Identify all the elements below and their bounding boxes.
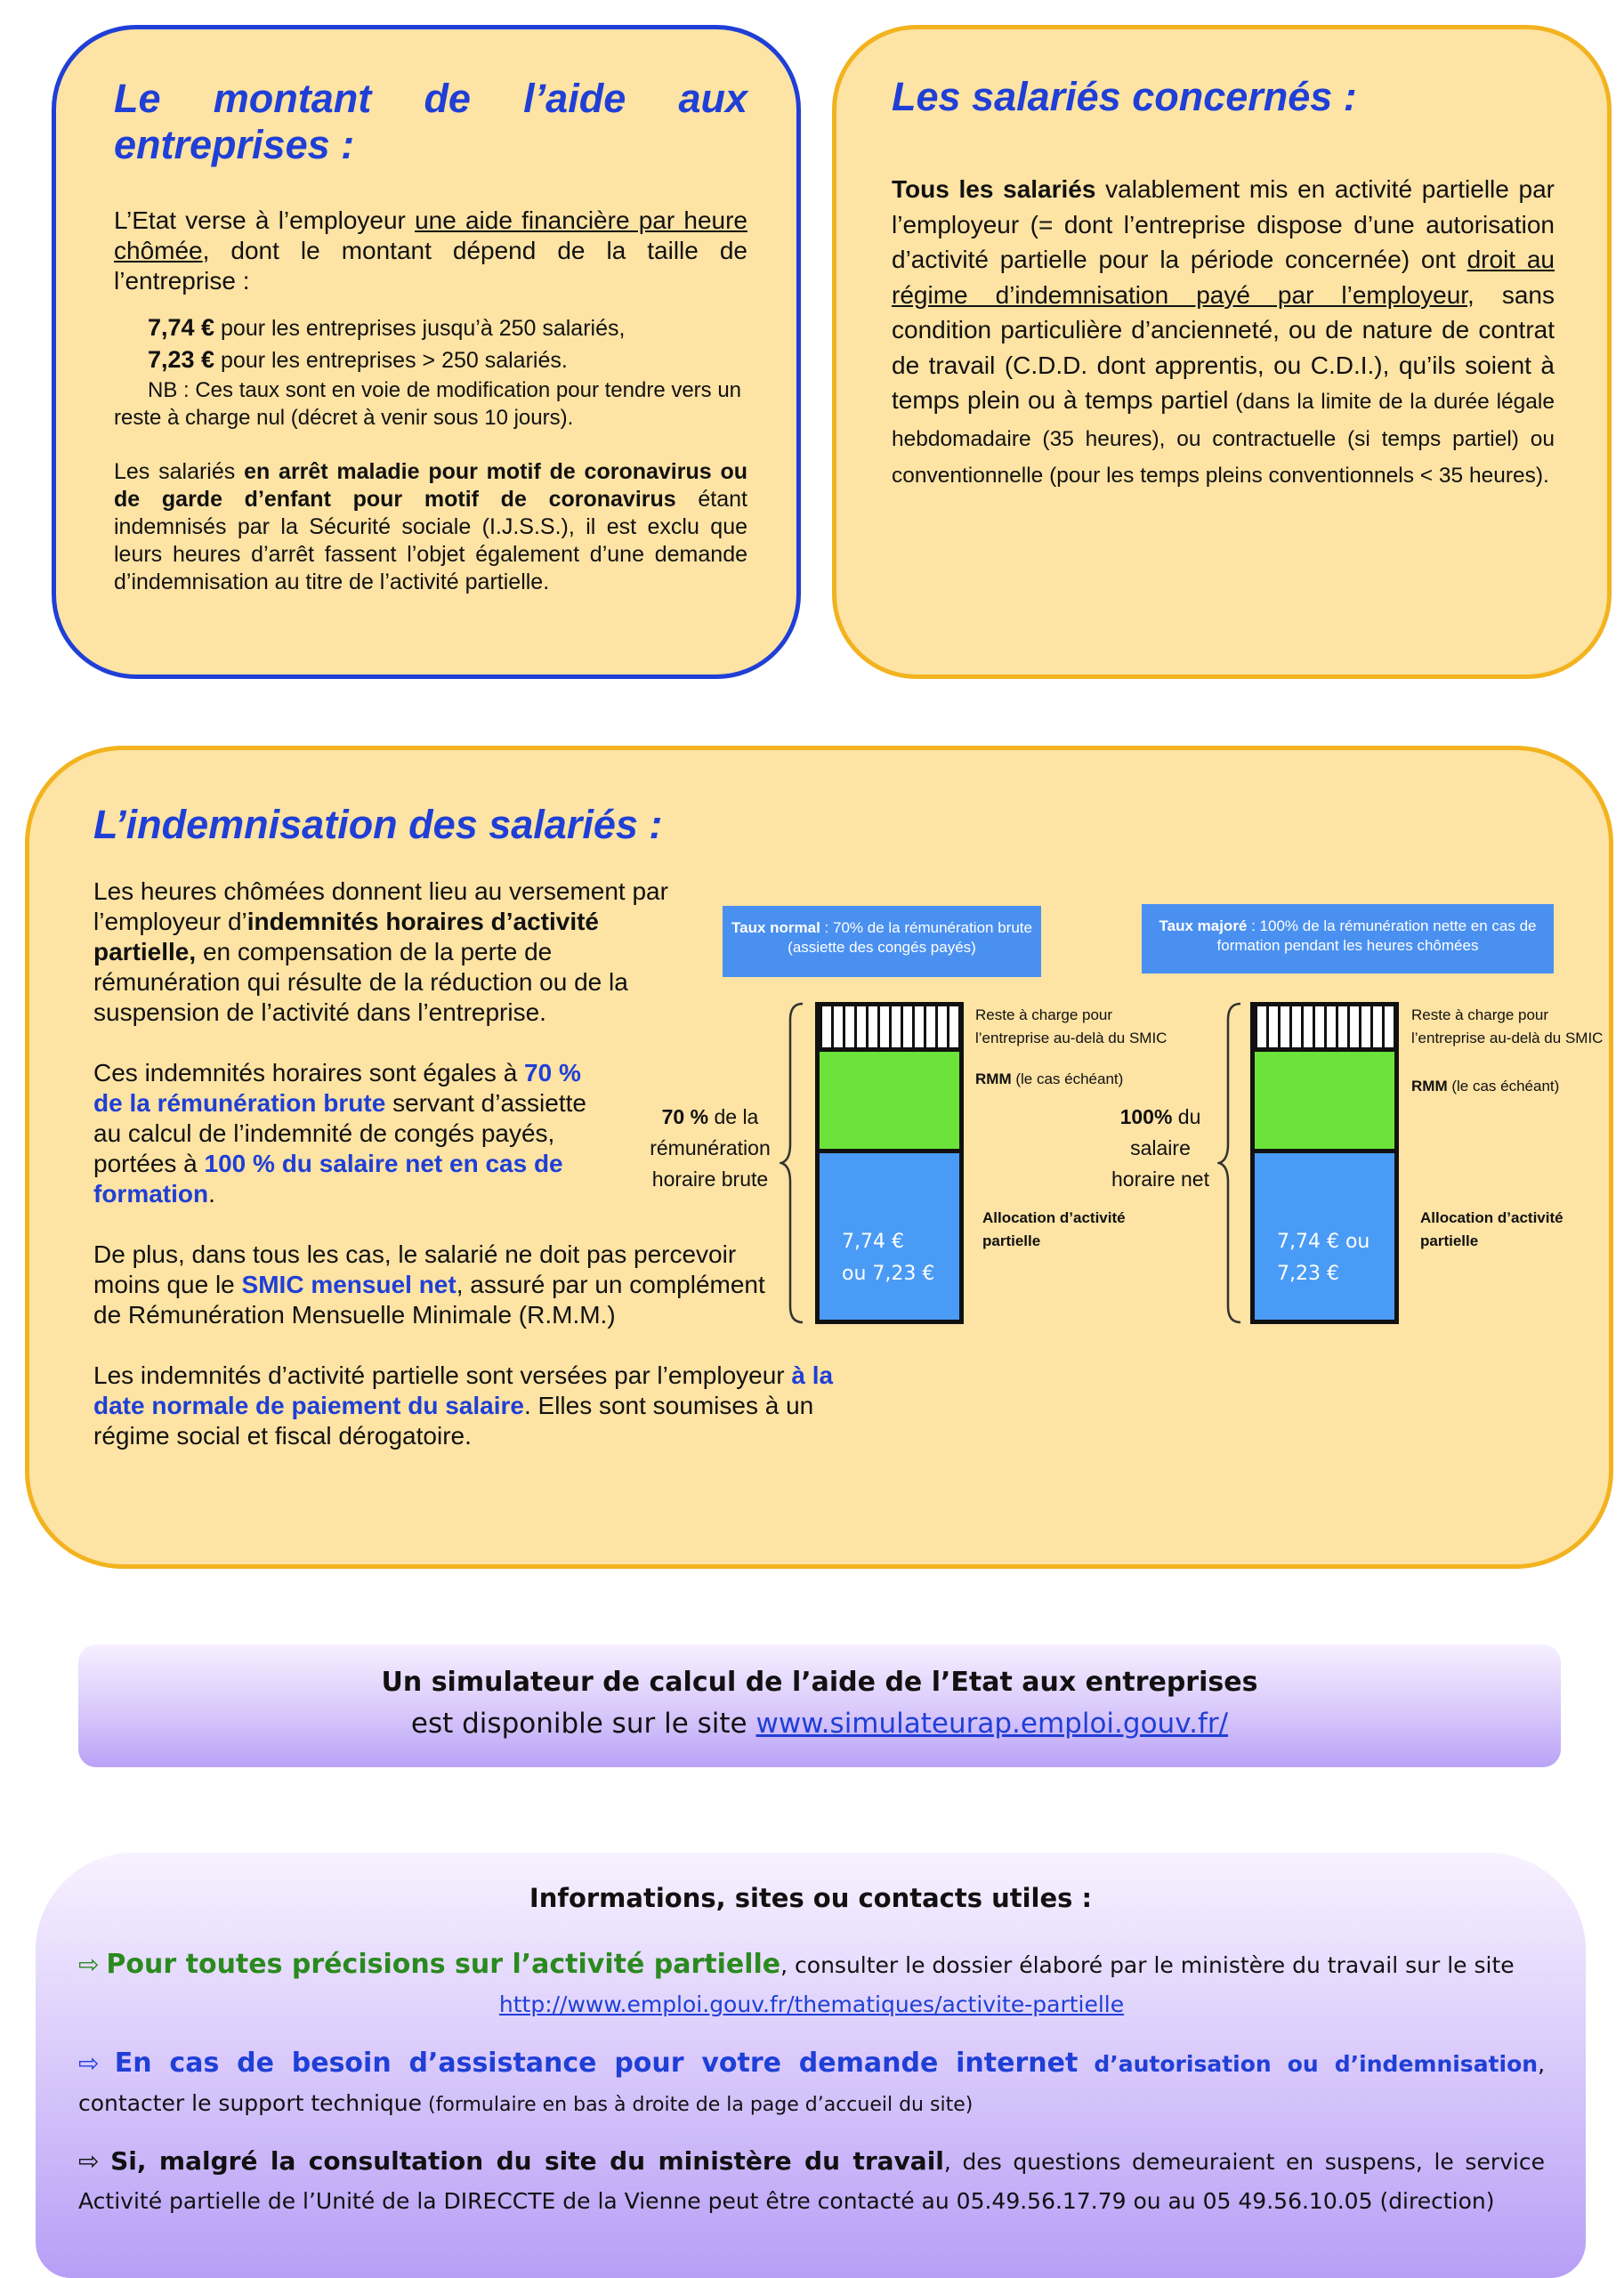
aid-amount-paragraph: L’Etat verse à l’employeur une aide financière par heure chômée, dont le montant dépend de la taille de l’entreprise :: [114, 206, 747, 295]
left-bar-value: 7,74 € ou 7,23 €: [842, 1231, 935, 1285]
right-label-allocation: Allocation d’activité partielle: [1420, 1209, 1563, 1249]
normal-rate-side-label: 70 % de la rémunération horaire brute: [650, 1105, 771, 1191]
info-item-2: ⇨ En cas de besoin d’assistance pour votre demande internet d’autorisation ou d’indemnisation, contacter le support technique (formulaire en bas à droite de la page d’accueil du site): [78, 2048, 1546, 2116]
indemnification-p3: De plus, dans tous les cas, le salarié ne doit pas percevoir moins que le SMIC mensuel net, assuré par un complément de Rémunération Mensuelle Minimale (R.M.M.): [93, 1240, 765, 1329]
left-brace-icon: [780, 1002, 806, 1324]
right-brace-icon: [1217, 1002, 1244, 1324]
info-item-1: ⇨ Pour toutes précisions sur l’activité partielle, consulter le dossier élaboré par le ministère du travail sur le site http://www.emploi.gouv.fr/thematiques/activite-partielle: [78, 1949, 1515, 2017]
nb-note: NB : Ces taux sont en voie de modification pour tendre vers un reste à charge nul (décret à venir sous 10 jours).: [114, 378, 742, 430]
right-bar-rmm: [1250, 1047, 1399, 1153]
aid-amount-title: Le montant de l’aide aux entreprises :: [114, 76, 747, 167]
increased-rate-side-label: 100% du salaire horaire net: [1111, 1105, 1209, 1191]
useful-info-title: Informations, sites ou contacts utiles :: [529, 1883, 1093, 1913]
sick-leave-paragraph: Les salariés en arrêt maladie pour motif de coronavirus ou de garde d’enfant pour motif de coronavirus étant indemnisés par la Sécurité sociale (I.J.S.S.), il est exclu que leurs heures d’arrêt fassent l’objet également d’une demande d’indemnisation au titre de l’activité partielle.: [114, 459, 747, 594]
concerned-employees-title: Les salariés concernés :: [892, 74, 1357, 119]
simulator-line1: Un simulateur de calcul de l’aide de l’Etat aux entreprises: [381, 1667, 1258, 1698]
right-label-rmm: RMM (le cas échéant): [1411, 1078, 1560, 1095]
right-arrow-icon: ⇨: [78, 1950, 100, 1979]
right-label-remaining: Reste à charge pour l’entreprise au-delà du SMIC: [1411, 1006, 1604, 1046]
rate-2: 7,23 € pour les entreprises > 250 salariés.: [148, 346, 568, 373]
indemnification-p4: Les indemnités d’activité partielle sont versées par l’employeur à la date normale de paiement du salaire. Elles sont soumises à un régime social et fiscal dérogatoire.: [93, 1361, 834, 1450]
info-item-3: ⇨ Si, malgré la consultation du site du ministère du travail, des questions demeuraient en suspens, le service Activité partielle de l’Unité de la DIRECCTE de la Vienne peut être contacté au 05.49.56.17.79 ou au 05 49.56.10.05 (direction): [78, 2146, 1545, 2214]
right-bar-remaining: [1250, 1002, 1399, 1052]
activity-link[interactable]: http://www.emploi.gouv.fr/thematiques/activite-partielle: [498, 1991, 1125, 2017]
simulator-link[interactable]: www.simulateurap.emploi.gouv.fr/: [755, 1708, 1229, 1740]
simulator-line2: est disponible sur le site www.simulateurap.emploi.gouv.fr/: [410, 1708, 1229, 1740]
left-label-rmm: RMM (le cas échéant): [975, 1070, 1124, 1087]
useful-info-box: [36, 1853, 1586, 2278]
left-bar-remaining: [815, 1002, 964, 1052]
aid-amount-box: [52, 25, 801, 679]
right-arrow-icon: ⇨: [78, 2146, 100, 2176]
increased-rate-header: Taux majoré : 100% de la rémunération nette en cas de formation pendant les heures chômées: [1142, 904, 1554, 973]
simulator-banner: [78, 1644, 1561, 1767]
left-label-allocation: Allocation d’activité partielle: [982, 1209, 1126, 1249]
right-bar-value: 7,74 € ou 7,23 €: [1277, 1231, 1370, 1285]
indemnification-title: L’indemnisation des salariés :: [93, 802, 663, 847]
concerned-employees-box: [832, 25, 1612, 679]
rate-1: 7,74 € pour les entreprises jusqu’à 250 salariés,: [148, 314, 626, 341]
indemnification-p2: Ces indemnités horaires sont égales à 70 % de la rémunération brute servant d’assiette au calcul de l’indemnité de congés payés, portées à 100 % du salaire net en cas de formation.: [93, 1059, 586, 1208]
indemnification-p1: Les heures chômées donnent lieu au versement par l’employeur d’indemnités horaires d’activité partielle, en compensation de la perte de rémunération qui résulte de la réduction ou de la suspension de l’activité dans l’entreprise.: [93, 877, 668, 1026]
left-label-remaining: Reste à charge pour l’entreprise au-delà du SMIC: [975, 1006, 1168, 1046]
right-arrow-icon: ⇨: [78, 2048, 100, 2078]
concerned-employees-paragraph: Tous les salariés valablement mis en activité partielle par l’employeur (= dont l’entreprise dispose d’une autorisation d’activité partielle pour la période concernée) ont droit au régime d’indemnisation payé par l’employeur, sans condition particulière d’ancienneté, ou de nature de contrat de travail (C.D.D. dont apprentis, ou C.D.I.), qu’ils soient à temps plein ou à temps partiel (dans la limite de la durée légale hebdomadaire (35 heures), ou contractuelle (si temps partiel) ou conventionnelle (pour les temps pleins conventionnels < 35 heures).: [892, 175, 1555, 488]
normal-rate-header: Taux normal : 70% de la rémunération brute (assiette des congés payés): [723, 906, 1041, 977]
left-bar-rmm: [815, 1047, 964, 1153]
